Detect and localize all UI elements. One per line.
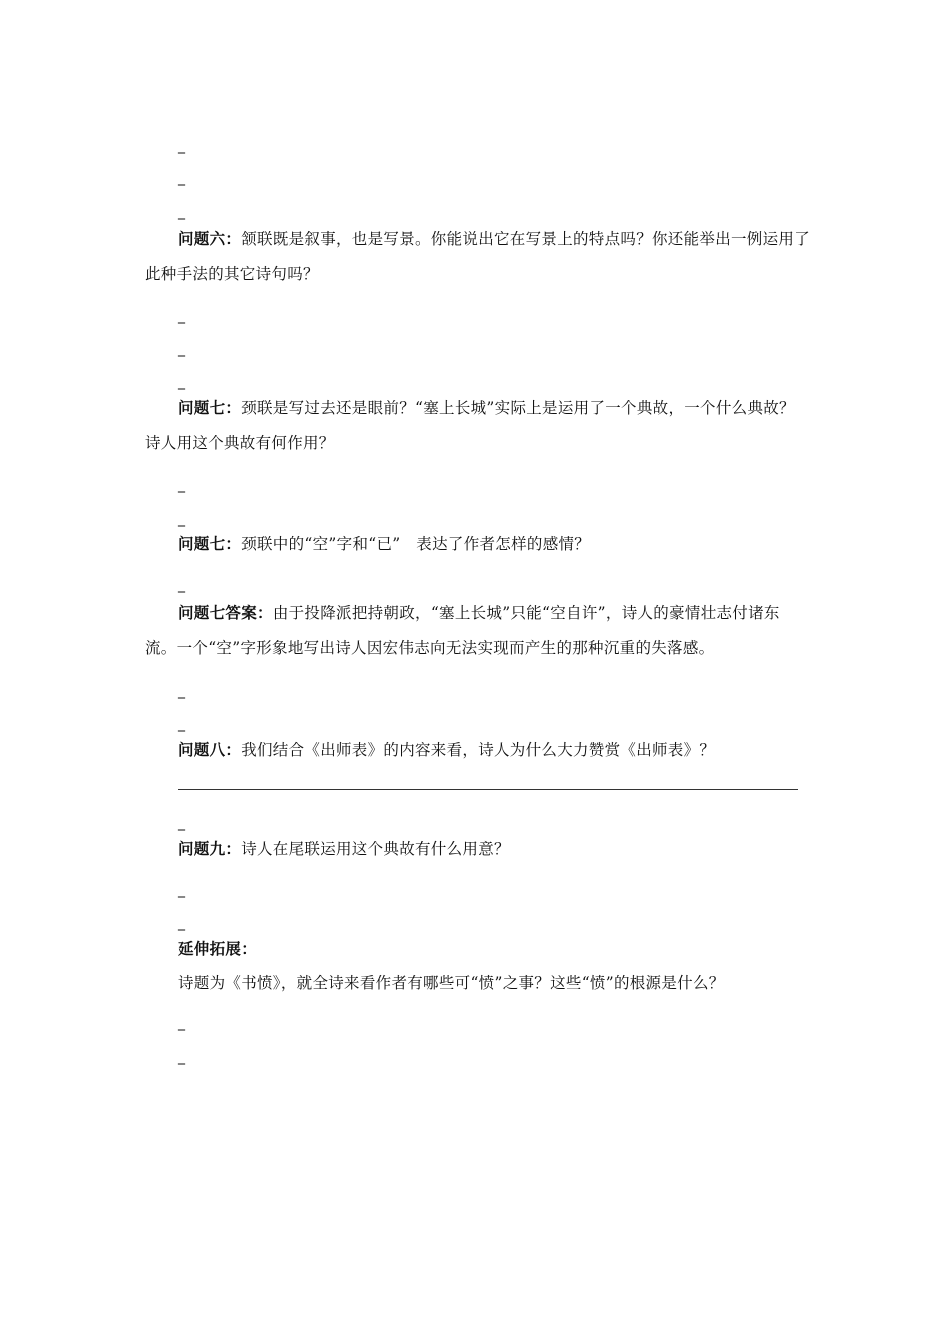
- question-text: 我们结合《出师表》的内容来看，诗人为什么大力赞赏《出师表》？: [241, 741, 716, 759]
- answer-blank: _: [178, 204, 185, 220]
- question-label: 问题九：: [178, 840, 242, 858]
- answer-blank: _: [178, 683, 185, 699]
- question-7: [145, 391, 810, 461]
- answer-blank: _: [178, 477, 185, 493]
- answer-blank: _: [178, 341, 185, 357]
- question-label: 问题七：: [178, 399, 242, 417]
- extension-question: [145, 966, 810, 1001]
- answer-blank: _: [178, 511, 185, 527]
- answer-line: [178, 789, 798, 790]
- question-text: 诗题为《书愤》，就全诗来看作者有哪些可“愤”之事？这些“愤”的根源是什么？: [178, 974, 725, 992]
- question-8: [145, 733, 810, 768]
- question-6: [145, 222, 810, 292]
- answer-label: 问题七答案：: [178, 604, 273, 622]
- extension-heading: [145, 932, 810, 967]
- question-7-answer: [145, 596, 810, 666]
- answer-blank: _: [178, 1015, 185, 1031]
- answer-text: 由于投降派把持朝政，“塞上长城”只能“空自许”，诗人的豪情壮志付诸东流。一个“空”字形象地写出诗人因宏伟志向无法实现而产生的那种沉重的失落感。: [145, 604, 780, 657]
- answer-blank: _: [178, 915, 185, 931]
- section-label: 延伸拓展：: [178, 940, 258, 958]
- question-label: 问题七：: [178, 535, 242, 553]
- question-text: 颔联既是叙事，也是写景。你能说出它在写景上的特点吗？你还能举出一例运用了此种手法的其它诗句吗？: [145, 230, 811, 283]
- question-label: 问题六：: [178, 230, 242, 248]
- question-9: [145, 832, 810, 867]
- answer-blank: _: [178, 170, 185, 186]
- question-7-second: [145, 527, 810, 562]
- answer-blank: _: [178, 1049, 185, 1065]
- question-text: 诗人在尾联运用这个典故有什么用意？: [241, 840, 510, 858]
- answer-blank: _: [178, 138, 185, 154]
- answer-blank: _: [178, 374, 185, 390]
- answer-blank: _: [178, 577, 185, 593]
- question-text: 颈联是写过去还是眼前？“塞上长城”实际上是运用了一个典故，一个什么典故？诗人用这个典故有何作用？: [145, 399, 795, 452]
- question-text: 颈联中的“空”字和“已” 表达了作者怎样的感情？: [241, 535, 591, 553]
- answer-blank: _: [178, 882, 185, 898]
- question-label: 问题八：: [178, 741, 242, 759]
- answer-blank: _: [178, 716, 185, 732]
- answer-blank: _: [178, 308, 185, 324]
- answer-blank: _: [178, 815, 185, 831]
